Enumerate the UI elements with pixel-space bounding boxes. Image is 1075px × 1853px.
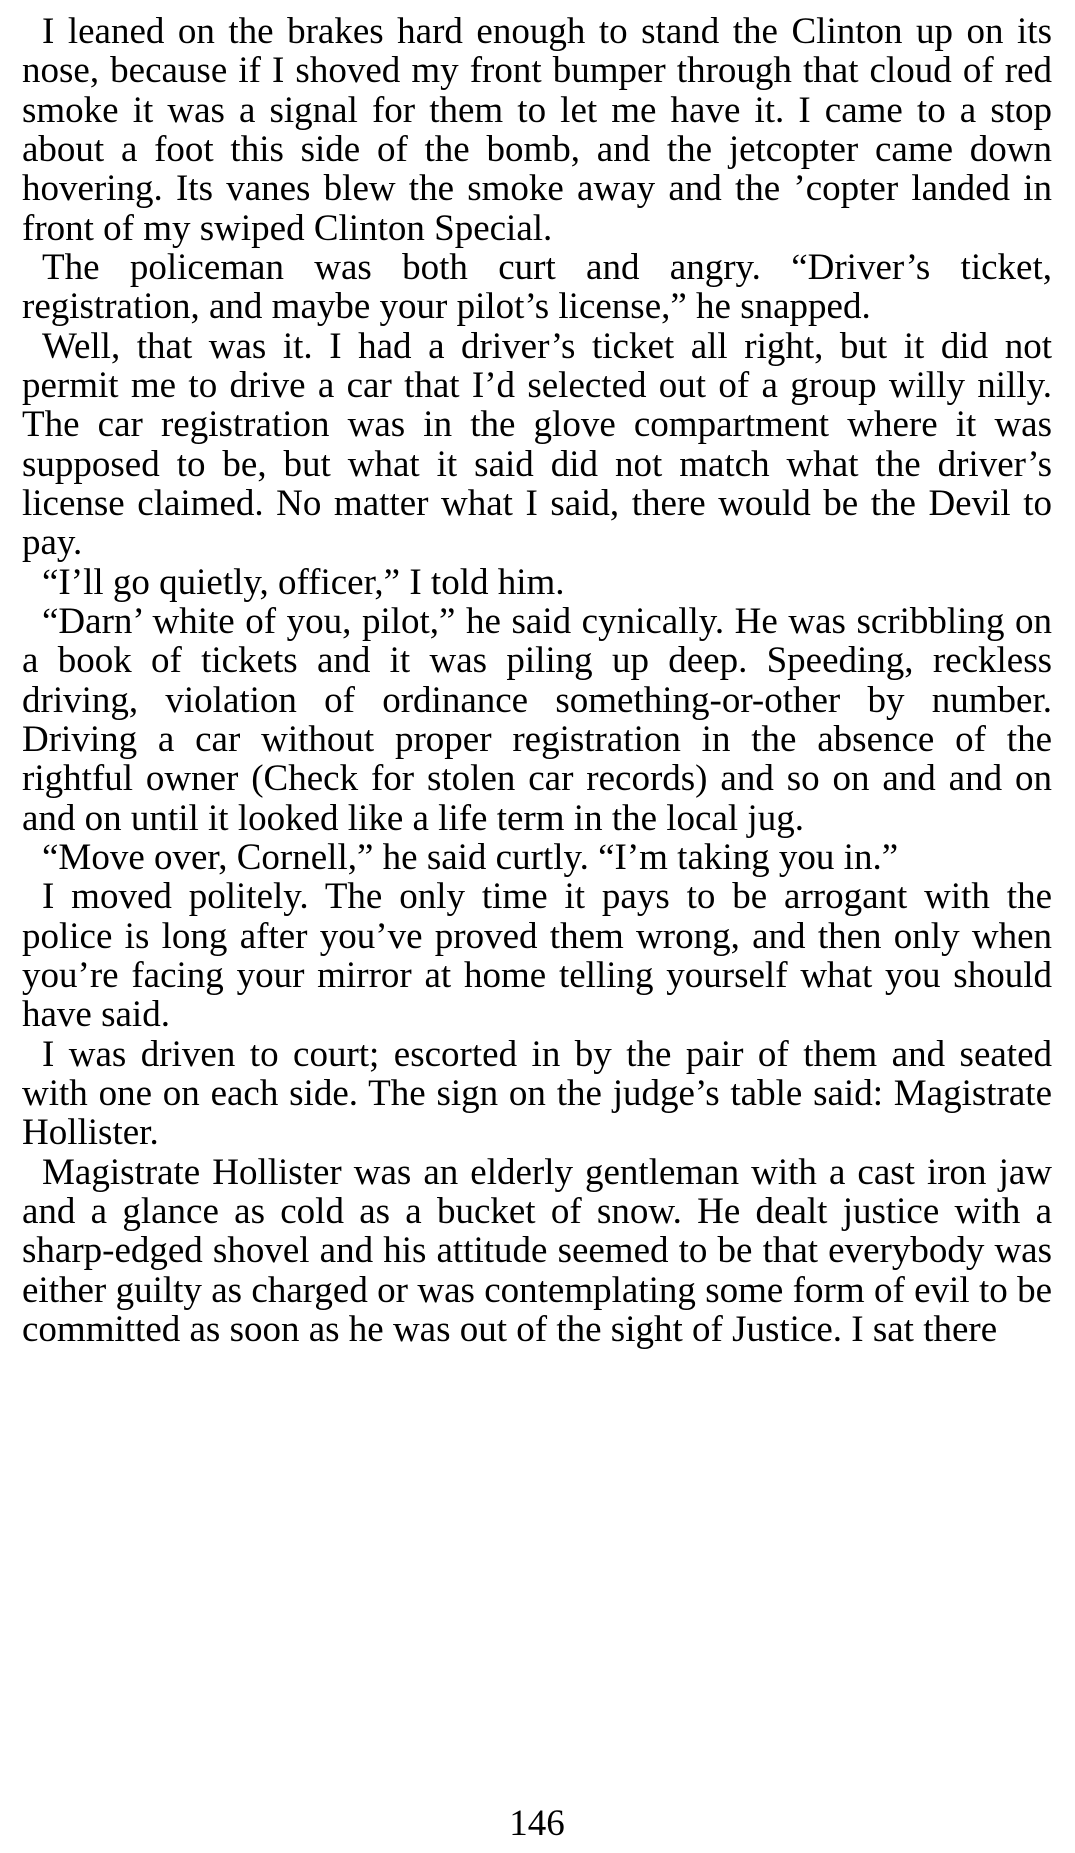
paragraph-5: “Darn’ white of you, pilot,” he said cynically. He was scribbling on a book of tickets and it was piling up deep. Speeding, reckless driving, violation of ordinance something-or-other by number. Driving a car without proper registration in the absence of the rightful owner (Check for stolen car records) and so on and and on and on until it looked like a life term in the local jug. xyxy=(22,600,1052,839)
paragraph-4: “I’ll go quietly, officer,” I told him. xyxy=(42,561,565,603)
paragraph-1: I leaned on the brakes hard enough to stand the Clinton up on its nose, because if I shoved my front bumper through that cloud of red smoke it was a signal for them to let me have it. I came to a stop about a foot this side of the bomb, and the jetcopter came down hovering. Its vanes blew the smoke away and the ’copter landed in front of my swiped Clinton Special. xyxy=(22,11,1052,249)
page-number: 146 xyxy=(509,1803,565,1844)
paragraph-7: I moved politely. The only time it pays to be arrogant with the police is long after you’ve proved them wrong, and then only when you’re facing your mirror at home telling yourself what you should have said. xyxy=(22,876,1052,1036)
paragraph-2: The policeman was both curt and angry. “Driver’s ticket, registration, and maybe your pilot’s license,” he snapped. xyxy=(22,246,1052,328)
paragraph-3: Well, that was it. I had a driver’s ticket all right, but it did not permit me to drive a car that I’d selected out of a group willy nilly. The car registration was in the glove compartment where it was supposed to be, but what it said did not match what the driver’s license claimed. No matter what I said, there would be the Devil to pay. xyxy=(22,325,1052,564)
paragraph-9: Magistrate Hollister was an elderly gentleman with a cast iron jaw and a glance as cold as a bucket of snow. He dealt justice with a sharp-edged shovel and his attitude seemed to be that everybody was either guilty as charged or was contemplating some form of evil to be committed as soon as he was out of the sight of Justice. I sat there xyxy=(22,1151,1052,1350)
body-text xyxy=(22,12,1052,1349)
paragraph-6: “Move over, Cornell,” he said curtly. “I’m taking you in.” xyxy=(42,836,899,878)
paragraph-8: I was driven to court; escorted in by the pair of them and seated with one on each side. The sign on the judge’s table said: Magistrate Hollister. xyxy=(22,1033,1052,1154)
book-page xyxy=(22,12,1052,1842)
